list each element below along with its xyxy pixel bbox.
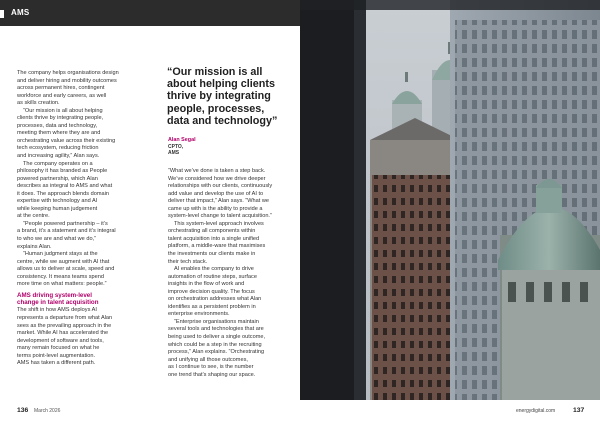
- text-line: “Enterprise organisations maintain: [174, 318, 259, 325]
- city-window-photo: [300, 0, 600, 400]
- text-line: relationships with our clients, continuously: [168, 183, 273, 190]
- text-line: powered partnership, which Alan: [17, 175, 98, 182]
- text-line: many remain focused on what he: [17, 345, 100, 352]
- text-line: identifies as a persistent problem in: [168, 303, 256, 310]
- header-tab-mark: [0, 10, 4, 18]
- text-line: enterprise environments.: [168, 311, 230, 318]
- pull-quote-line: thrive by integrating: [167, 90, 271, 103]
- text-line: insights in the flow of work and: [168, 281, 245, 288]
- section-header-bar: [0, 0, 300, 26]
- text-line: deliver that impact,” Alan says. “What we: [168, 198, 270, 205]
- text-line: which could be a step in the recruiting: [168, 341, 262, 348]
- text-line: AI enables the company to drive: [174, 266, 254, 273]
- text-line: orchestrating value across their existing: [17, 137, 116, 144]
- text-line: the investments our clients make in: [168, 251, 256, 258]
- text-line: to who we are and what we do,”: [17, 236, 96, 243]
- text-line: The company helps organisations design: [17, 70, 119, 76]
- text-line: a brand, it’s a statement and it’s integral: [17, 228, 116, 235]
- text-line: more time on what matters: people.”: [17, 281, 107, 288]
- text-line: explains Alan.: [17, 243, 52, 250]
- text-line: sees as the prevailing approach in the: [17, 322, 112, 329]
- text-line: automation of routine steps, surface: [168, 273, 257, 280]
- issue-date: March 2026: [34, 408, 61, 414]
- text-line: consistency. It means teams spend: [17, 273, 104, 280]
- text-line: meeting them where they are and: [17, 130, 101, 137]
- text-line: tech ecosystem, reducing friction: [17, 145, 99, 152]
- pull-quote-line: people, processes,: [167, 102, 265, 115]
- text-line: represents a departure from what Alan: [17, 315, 113, 321]
- text-line: “People powered partnership – it’s: [23, 220, 108, 227]
- article-column-left: [17, 70, 139, 368]
- subheading: [17, 292, 139, 307]
- pull-quote-line: about helping clients: [167, 78, 275, 91]
- text-line: orchestrating all components within: [168, 228, 256, 235]
- text-line: it does. The approach blends domain: [17, 190, 109, 197]
- text-line: across permanent hires, contingent: [17, 85, 105, 92]
- text-line: at the centre.: [17, 213, 50, 220]
- text-line: came up with is the ability to provide a: [168, 205, 263, 212]
- text-line: add value and develop the use of AI to: [168, 190, 264, 197]
- section-title: AMS: [11, 8, 30, 17]
- subheading-line: AMS driving system-level: [17, 291, 92, 299]
- text-line: while keeping human judgement: [17, 205, 98, 212]
- text-line: being used to deliver a single outcome,: [168, 334, 266, 341]
- pull-quote-line: data and technology”: [167, 114, 278, 127]
- article-column-right: [168, 168, 292, 379]
- quote-attribution-name: Alan Segal: [168, 137, 196, 143]
- text-line: one trend that’s shaping our space.: [168, 371, 256, 378]
- text-line: allows us to deliver at scale, speed and: [17, 266, 115, 273]
- text-line: and unifying all those outcomes,: [168, 356, 248, 363]
- text-line: expertise with technology and AI: [17, 198, 98, 205]
- text-line: processes, data and technology,: [17, 122, 98, 129]
- text-line: philosophy it has branded as People: [17, 168, 108, 175]
- text-line: centre, while we augment with AI that: [17, 258, 110, 265]
- text-line: market. While AI has accelerated the: [17, 330, 109, 337]
- text-line: workforce and early careers, as well: [17, 92, 107, 99]
- page-number-left: 136: [17, 407, 29, 414]
- text-line: The company operates on a: [23, 160, 93, 167]
- text-line: their tech stack.: [168, 258, 208, 265]
- text-line: This system-level approach involves: [174, 220, 264, 227]
- subheading-line: change in talent acquisition: [17, 299, 99, 307]
- quote-attribution-org: AMS: [168, 150, 180, 156]
- text-line: platform, a middle-ware that maximises: [168, 243, 266, 250]
- text-line: The shift in how AMS deploys AI: [17, 307, 97, 314]
- text-line: on orchestration addresses what Alan: [168, 296, 262, 303]
- text-line: terms point-level augmentation.: [17, 352, 96, 359]
- text-line: improve decision quality. The focus: [168, 288, 255, 295]
- text-line: We’ve considered how we drive deeper: [168, 175, 266, 182]
- text-line: “Human judgment stays at the: [23, 251, 98, 258]
- text-line: and deliver hiring and mobility outcomes: [17, 77, 117, 84]
- text-line: AMS has taken a different path.: [17, 360, 96, 367]
- text-line: “Our mission is all about helping: [23, 107, 103, 114]
- text-line: process,” Alan explains. “Orchestrating: [168, 349, 265, 356]
- text-line: development of software and tools,: [17, 337, 104, 344]
- text-line: as I continue to see, is the number: [168, 364, 254, 371]
- page-number-right: 137: [573, 407, 585, 414]
- text-line: system-level change to talent acquisition.”: [168, 213, 272, 220]
- text-line: and increasing agility,” Alan says.: [17, 153, 100, 160]
- text-line: talent acquisition into a single unified: [168, 235, 260, 242]
- pull-quote-line: “Our mission is all: [167, 66, 263, 78]
- text-line: describes as integral to AMS and what: [17, 183, 113, 190]
- text-line: several tools and technologies that are: [168, 326, 264, 333]
- quote-attribution-role: CPTO,: [168, 144, 184, 150]
- website-footer: energydigital.com: [516, 408, 556, 414]
- text-line: “What we’ve done is taken a step back.: [168, 168, 266, 174]
- text-line: as skills creation.: [17, 100, 60, 107]
- text-line: clients thrive by integrating people,: [17, 115, 104, 122]
